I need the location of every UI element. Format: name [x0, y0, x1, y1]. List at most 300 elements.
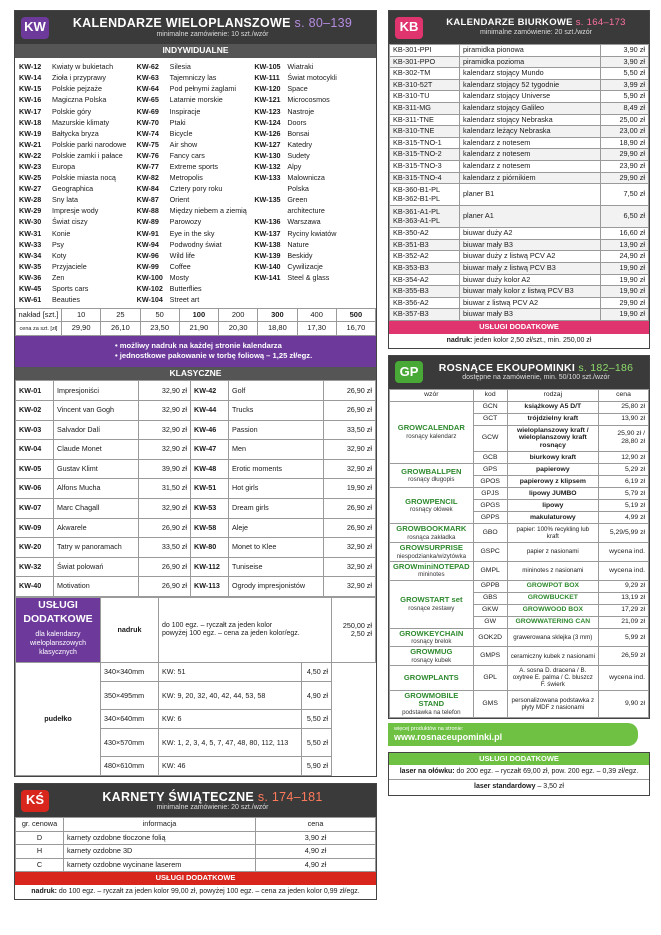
gp-row — [390, 401, 649, 413]
kb-name: kalendarz stojący Galileo — [460, 102, 601, 114]
kw-index-item — [19, 151, 137, 162]
gp-product-name: GROWKEYCHAIN — [399, 628, 464, 638]
gp-type: papier z nasionami — [507, 542, 598, 561]
kb-row — [390, 68, 649, 80]
kw-name: Beskidy — [287, 250, 313, 260]
kb-header — [389, 11, 649, 44]
gp-type: makulaturowy — [507, 511, 598, 523]
classic-name: Ogrody impresjonistów — [229, 577, 324, 597]
kb-min-order: minimalne zamówienie: 20 szt./wzór — [479, 28, 593, 36]
kw-name: Beauties — [52, 295, 80, 305]
gp-code: GPL — [473, 666, 507, 690]
kw-name: Air show — [169, 139, 198, 149]
kw-index-item — [19, 62, 137, 73]
kw-code: KW-141 — [254, 272, 281, 282]
kw-name: Ryciny kwiatów — [287, 228, 337, 238]
kw-code: KW-104 — [136, 295, 163, 305]
gp-price: 25,90 zł / 28,80 zł — [599, 425, 649, 451]
gp-price: 13,90 zł — [599, 413, 649, 425]
kw-name: architecture — [287, 206, 325, 216]
pudelko-size: 340×640mm — [101, 710, 159, 729]
kw-index-item — [254, 195, 372, 206]
classic-code: KW-53 — [191, 498, 229, 518]
pudelko-price: 4,50 zł — [301, 663, 331, 682]
gp-code: GPOS — [473, 475, 507, 487]
pudelko-size: 340×340mm — [101, 663, 159, 682]
kw-code: KW-84 — [136, 184, 159, 194]
pudelko-label: pudełko — [16, 663, 101, 776]
gp-code: GOK2D — [473, 628, 507, 647]
gp-code: GCW — [473, 425, 507, 451]
classic-price: 32,90 zł — [324, 459, 376, 479]
kb-price: 8,49 zł — [601, 102, 649, 114]
kw-code: KW-19 — [19, 128, 42, 138]
gp-code: GMPS — [473, 647, 507, 666]
kw-index — [15, 58, 376, 308]
kw-index-item — [137, 217, 255, 228]
kw-code: KW-136 — [254, 217, 281, 227]
kw-index-column — [137, 62, 255, 306]
gp-type: papierowy — [507, 463, 598, 475]
classic-code: KW-02 — [16, 400, 54, 420]
kw-code: KW-96 — [136, 250, 159, 260]
gp-code: GBO — [473, 523, 507, 542]
gp-type: trójdzielny kraft — [507, 413, 598, 425]
classic-price: 32,90 zł — [324, 538, 376, 558]
ks-col-header: gr. cenowa — [16, 818, 64, 831]
qty-cell: 100 — [179, 308, 218, 322]
gp-product-sub: niespodzianka/wizytówka — [396, 552, 467, 560]
gp-col-header: wzór — [390, 389, 474, 401]
classic-name: Gustav Klimt — [54, 459, 139, 479]
gp-type: grawerowana sklejka (3 mm) — [507, 628, 598, 647]
gp-row — [390, 628, 649, 647]
gp-header — [389, 356, 649, 389]
kw-name: Street art — [169, 295, 200, 305]
kw-index-item — [137, 261, 255, 272]
kw-code: KW-132 — [254, 162, 281, 172]
kb-name: kalendarz stojący Nebraska — [460, 114, 601, 126]
kb-row — [390, 239, 649, 251]
kw-code: KW-74 — [136, 128, 159, 138]
kw-name: Sny lata — [52, 195, 78, 205]
gp-code: GBS — [473, 592, 507, 604]
gp-price: 5,29/5,99 zł — [599, 523, 649, 542]
kw-name: Świat ciszy — [52, 217, 88, 227]
classic-price: 39,90 zł — [139, 459, 191, 479]
kw-index-item — [19, 173, 137, 184]
kw-index-item — [19, 250, 137, 261]
kw-name: Sudety — [287, 150, 310, 160]
kb-name: kalendarz stojący Universe — [460, 91, 601, 103]
classic-name: Świat polowań — [54, 557, 139, 577]
gp-product — [390, 690, 474, 718]
kw-name: Nature — [287, 239, 309, 249]
price-cell: 18,80 — [258, 322, 297, 336]
cena-label: cena za szt. [zł] — [16, 322, 62, 336]
kb-row — [390, 160, 649, 172]
kw-index-item — [254, 84, 372, 95]
classic-code: KW-51 — [191, 479, 229, 499]
kw-name: Wild life — [169, 250, 195, 260]
kb-row — [390, 251, 649, 263]
kw-index-item — [19, 184, 137, 195]
gp-product — [390, 487, 474, 523]
price-cell: 16,70 — [336, 322, 375, 336]
classic-name: Men — [229, 440, 324, 460]
kb-badge: KB — [395, 17, 423, 39]
gp-type: wieloplanszowy kraft / wieloplanszowy kraft rosnący — [507, 425, 598, 451]
kw-code: KW-30 — [19, 217, 42, 227]
kb-price: 13,90 zł — [601, 239, 649, 251]
kb-price: 19,90 zł — [601, 274, 649, 286]
kw-index-item — [137, 73, 255, 84]
price-cell: 23,50 — [140, 322, 179, 336]
classic-code: KW-48 — [191, 459, 229, 479]
kw-index-item — [254, 162, 372, 173]
kb-price: 5,50 zł — [601, 68, 649, 80]
gp-product-sub: rosnący kubek — [411, 657, 452, 665]
kw-code: KW-140 — [254, 261, 281, 271]
kw-code: KW-14 — [19, 73, 42, 83]
classic-row — [16, 479, 376, 499]
kb-row — [390, 262, 649, 274]
gp-type: GROWWOOD BOX — [507, 604, 598, 616]
kw-index-item — [254, 250, 372, 261]
pudelko-size: 350×495mm — [101, 682, 159, 710]
gp-product-name: GROWPLANTS — [403, 672, 459, 682]
gp-type: papier: 100% recykling lub kraft — [507, 523, 598, 542]
kw-index-item — [19, 228, 137, 239]
price-cell: 21,90 — [179, 322, 218, 336]
price-cell: 26,10 — [101, 322, 140, 336]
kw-name: Microcosmos — [287, 95, 330, 105]
kw-index-item — [19, 139, 137, 150]
kw-name: Świat motocykli — [287, 73, 337, 83]
kb-price: 3,90 zł — [601, 56, 649, 68]
classic-price: 26,90 zł — [324, 498, 376, 518]
kw-name: Europa — [52, 162, 76, 172]
gp-price: 17,29 zł — [599, 604, 649, 616]
classic-name: Claude Monet — [54, 440, 139, 460]
kw-index-item — [19, 284, 137, 295]
kw-name: Green — [287, 195, 308, 205]
kb-row — [390, 274, 649, 286]
kw-index-item — [137, 284, 255, 295]
kw-name: Silesia — [169, 62, 191, 72]
classic-code: KW-46 — [191, 420, 229, 440]
kb-row — [390, 91, 649, 103]
kb-price: 19,90 zł — [601, 286, 649, 298]
ks-row — [16, 858, 376, 871]
classic-row — [16, 557, 376, 577]
kw-index-item — [254, 151, 372, 162]
kb-row — [390, 309, 649, 321]
classic-code: KW-80 — [191, 538, 229, 558]
kw-code: KW-127 — [254, 139, 281, 149]
kb-name: biuwar duży A2 — [460, 228, 601, 240]
kw-code: KW-36 — [19, 272, 42, 282]
classic-name: Aleje — [229, 518, 324, 538]
kw-note-print: • możliwy nadruk na każdej stronie kalendarza — [115, 341, 282, 351]
kw-index-item — [137, 106, 255, 117]
gp-price: 9,90 zł — [599, 690, 649, 718]
kb-row — [390, 297, 649, 309]
kw-index-item — [137, 273, 255, 284]
pudelko-size: 430×570mm — [101, 729, 159, 757]
gp-type: książkowy A5 D/T — [507, 401, 598, 413]
kw-index-item — [19, 239, 137, 250]
kw-index-item — [137, 62, 255, 73]
classic-code: KW-32 — [16, 557, 54, 577]
gp-product-name: GROWminiNOTEPAD — [393, 561, 470, 571]
kw-index-item — [254, 73, 372, 84]
classic-price: 32,90 zł — [139, 381, 191, 401]
classic-price: 19,90 zł — [324, 479, 376, 499]
gp-row — [390, 463, 649, 475]
kw-code: KW-77 — [136, 162, 159, 172]
gp-product — [390, 647, 474, 666]
kw-name: Bicycle — [169, 128, 193, 138]
kw-code: KW-31 — [19, 228, 42, 238]
ks-uslugi: USŁUGI DODATKOWE — [15, 872, 376, 885]
classic-name: Erotic moments — [229, 459, 324, 479]
kw-name: Polska — [287, 184, 309, 194]
kw-index-item — [137, 184, 255, 195]
kw-code: KW-69 — [136, 106, 159, 116]
kw-name: Zioła i przyprawy — [52, 73, 106, 83]
kw-index-item — [254, 228, 372, 239]
classic-code: KW-05 — [16, 459, 54, 479]
classic-name: Akwarele — [54, 518, 139, 538]
ks-row — [16, 831, 376, 844]
gp-code: GSPC — [473, 542, 507, 561]
kb-code: KB-351-B3 — [390, 239, 460, 251]
gp-product — [390, 628, 474, 647]
kb-code: KB-310-52T — [390, 79, 460, 91]
classic-code: KW-44 — [191, 400, 229, 420]
kw-code: KW-137 — [254, 228, 281, 238]
kw-index-item — [19, 73, 137, 84]
kw-code: KW-91 — [136, 228, 159, 238]
classic-price: 32,90 zł — [139, 498, 191, 518]
kw-code: KW-23 — [19, 162, 42, 172]
kw-min-order: minimalne zamówienie: 10 szt./wzór — [156, 30, 269, 38]
website-link[interactable]: www.rosnaceupominki.pl — [394, 732, 503, 743]
gp-badge: GP — [395, 361, 423, 383]
kw-index-item — [19, 95, 137, 106]
classic-name: Tuniseise — [229, 557, 324, 577]
classic-price: 32,90 zł — [324, 557, 376, 577]
gp-price: wycena ind. — [599, 542, 649, 561]
classic-name: Salvador Dalí — [54, 420, 139, 440]
kb-row — [390, 114, 649, 126]
kw-name: Parowozy — [169, 217, 202, 227]
kb-row — [390, 149, 649, 161]
kw-name: Latarnie morskie — [169, 95, 223, 105]
kw-index-column — [19, 62, 137, 306]
kw-index-item — [19, 217, 137, 228]
gp-product-name: GROWBALLPEN — [401, 466, 462, 476]
ks-col-header: cena — [256, 818, 376, 831]
ks-table — [15, 817, 376, 872]
ks-min-order: minimalne zamówienie: 20 szt./wzór — [156, 804, 269, 812]
gp-uslugi: USŁUGI DODATKOWE — [389, 753, 649, 766]
ks-header-row — [16, 818, 376, 831]
ks-range: s. 174–181 — [257, 789, 323, 804]
gp-range: s. 182–186 — [578, 361, 634, 374]
kw-index-item — [137, 195, 255, 206]
classic-code: KW-112 — [191, 557, 229, 577]
classic-price: 31,50 zł — [139, 479, 191, 499]
gp-title: ROSNĄCE EKOUPOMINKI — [438, 361, 576, 374]
kw-code: KW-123 — [254, 106, 281, 116]
uslugi-desc: dla kalendarzy wieloplanszowych klasycznych — [29, 631, 87, 657]
kw-code: KW-130 — [254, 150, 281, 160]
kb-code: KB-301-PPO — [390, 56, 460, 68]
kw-code: KW-16 — [19, 95, 42, 105]
classic-price: 26,90 zł — [139, 557, 191, 577]
kb-title: KALENDARZE BIURKOWE — [446, 17, 573, 29]
kb-name: kalendarz stojący 52 tygodnie — [460, 79, 601, 91]
kw-code: KW-25 — [19, 173, 42, 183]
kb-name: kalendarz z notesem — [460, 137, 601, 149]
classic-code: KW-01 — [16, 381, 54, 401]
classic-price: 32,90 zł — [139, 420, 191, 440]
kw-name: Eye in the sky — [169, 228, 215, 238]
gp-product-sub: mininotes — [418, 571, 445, 579]
kw-name: Mazurskie klimaty — [52, 117, 110, 127]
gp-code: GPPB — [473, 580, 507, 592]
gp-type: mininotes z nasionami — [507, 561, 598, 580]
classic-name: Dream girls — [229, 498, 324, 518]
kb-name: biuwar duży kolor A2 — [460, 274, 601, 286]
classic-price: 32,90 zł — [139, 400, 191, 420]
kw-name: Bałtycka bryza — [52, 128, 99, 138]
classic-price: 26,90 zł — [324, 400, 376, 420]
pudelko-price: 4,90 zł — [301, 682, 331, 710]
classic-row — [16, 381, 376, 401]
kw-code: KW-63 — [136, 73, 159, 83]
kb-name: biuwar mały B3 — [460, 239, 601, 251]
kw-name: Polskie miasta nocą — [52, 173, 116, 183]
classic-name: Monet to Klee — [229, 538, 324, 558]
kw-name: Polskie parki narodowe — [52, 139, 127, 149]
gp-row — [390, 523, 649, 542]
gp-type: biurkowy kraft — [507, 451, 598, 463]
kb-code: KB-315-TNO-1 — [390, 137, 460, 149]
kw-code: KW-88 — [136, 206, 159, 216]
kb-price: 25,00 zł — [601, 114, 649, 126]
kw-name: Przyjaciele — [52, 261, 87, 271]
kw-code: KW-18 — [19, 117, 42, 127]
kb-code: KB-350-A2 — [390, 228, 460, 240]
qty-cell: 300 — [258, 308, 297, 322]
ks-price: 3,90 zł — [256, 831, 376, 844]
kb-price: 23,90 zł — [601, 160, 649, 172]
kw-name: Kwiaty w bukietach — [52, 62, 114, 72]
kb-price: 7,50 zł — [601, 184, 649, 206]
kb-row — [390, 172, 649, 184]
kw-code: KW-33 — [19, 239, 42, 249]
gp-product — [390, 580, 474, 628]
kb-price: 19,90 zł — [601, 309, 649, 321]
left-column — [14, 10, 377, 906]
gp-product — [390, 666, 474, 690]
naklad-label: nakład [szt.] — [16, 308, 62, 322]
gp-price: 4,99 zł — [599, 511, 649, 523]
gp-col-header: rodzaj — [507, 389, 598, 401]
nadruk-text: do 100 egz. – ryczałt za jeden kolor powyżej 100 egz. – cena za jeden kolor/egz. — [159, 597, 332, 663]
kw-name: Pod pełnymi żaglami — [169, 84, 236, 94]
kw-code: KW-89 — [136, 217, 159, 227]
kw-index-item — [137, 128, 255, 139]
kw-name: Ptaki — [169, 117, 186, 127]
ks-section — [14, 783, 377, 899]
uslugi-title-1: USŁUGI — [38, 598, 78, 611]
classic-name: Trucks — [229, 400, 324, 420]
kb-note: nadruk: jeden kolor 2,50 zł/szt., min. 250,00 zł — [446, 336, 592, 344]
kb-name: planer B1 — [460, 184, 601, 206]
classic-row — [16, 400, 376, 420]
kw-code: KW-27 — [19, 184, 42, 194]
kw-section — [14, 10, 377, 777]
kw-index-item — [254, 217, 372, 228]
gp-code: GCB — [473, 451, 507, 463]
ks-col-header: informacja — [64, 818, 256, 831]
ks-note: nadruk: do 100 egz. – ryczałt za jeden kolor 99,00 zł, powyżej 100 egz. – cena za jeden kolor 0,99 zł/egz. — [31, 887, 360, 895]
qty-cell: 50 — [140, 308, 179, 322]
kw-code: KW-62 — [136, 62, 159, 72]
gp-product-sub: rosnąca zakładka — [407, 533, 456, 541]
ks-group: C — [16, 858, 64, 871]
classic-name: Vincent van Gogh — [54, 400, 139, 420]
kb-uslugi: USŁUGI DODATKOWE — [389, 321, 649, 334]
kb-code: KB-357-B3 — [390, 309, 460, 321]
kw-name: Fancy cars — [169, 150, 205, 160]
classic-row — [16, 518, 376, 538]
gp-product — [390, 523, 474, 542]
ks-price: 4,90 zł — [256, 845, 376, 858]
pudelko-models: KW: 6 — [159, 710, 302, 729]
kw-code: KW-135 — [254, 195, 281, 205]
kb-code: KB-360-B1-PL KB-362-B1-PL — [390, 184, 460, 206]
kb-name: kalendarz z notesem — [460, 149, 601, 161]
kw-code: KW-87 — [136, 195, 159, 205]
kw-quantity-price-table — [15, 308, 376, 336]
kb-row — [390, 286, 649, 298]
kw-code: KW-99 — [136, 261, 159, 271]
ks-badge: KŚ — [21, 790, 49, 812]
kb-price: 29,90 zł — [601, 149, 649, 161]
kb-section — [388, 10, 650, 349]
qty-cell: 500 — [336, 308, 375, 322]
kw-name: Magiczna Polska — [52, 95, 107, 105]
kb-code: KB-352-A2 — [390, 251, 460, 263]
kw-code: KW-12 — [19, 62, 42, 72]
uslugi-title-2: DODATKOWE — [23, 612, 93, 625]
kw-index-item — [137, 151, 255, 162]
classic-row — [16, 440, 376, 460]
kw-name: Polskie góry — [52, 106, 92, 116]
kw-index-item — [254, 117, 372, 128]
classic-code: KW-06 — [16, 479, 54, 499]
kw-code: KW-17 — [19, 106, 42, 116]
kw-header — [15, 11, 376, 44]
gp-product — [390, 401, 474, 463]
kb-name: kalendarz leżący Nebraska — [460, 126, 601, 138]
kw-code: KW-76 — [136, 150, 159, 160]
